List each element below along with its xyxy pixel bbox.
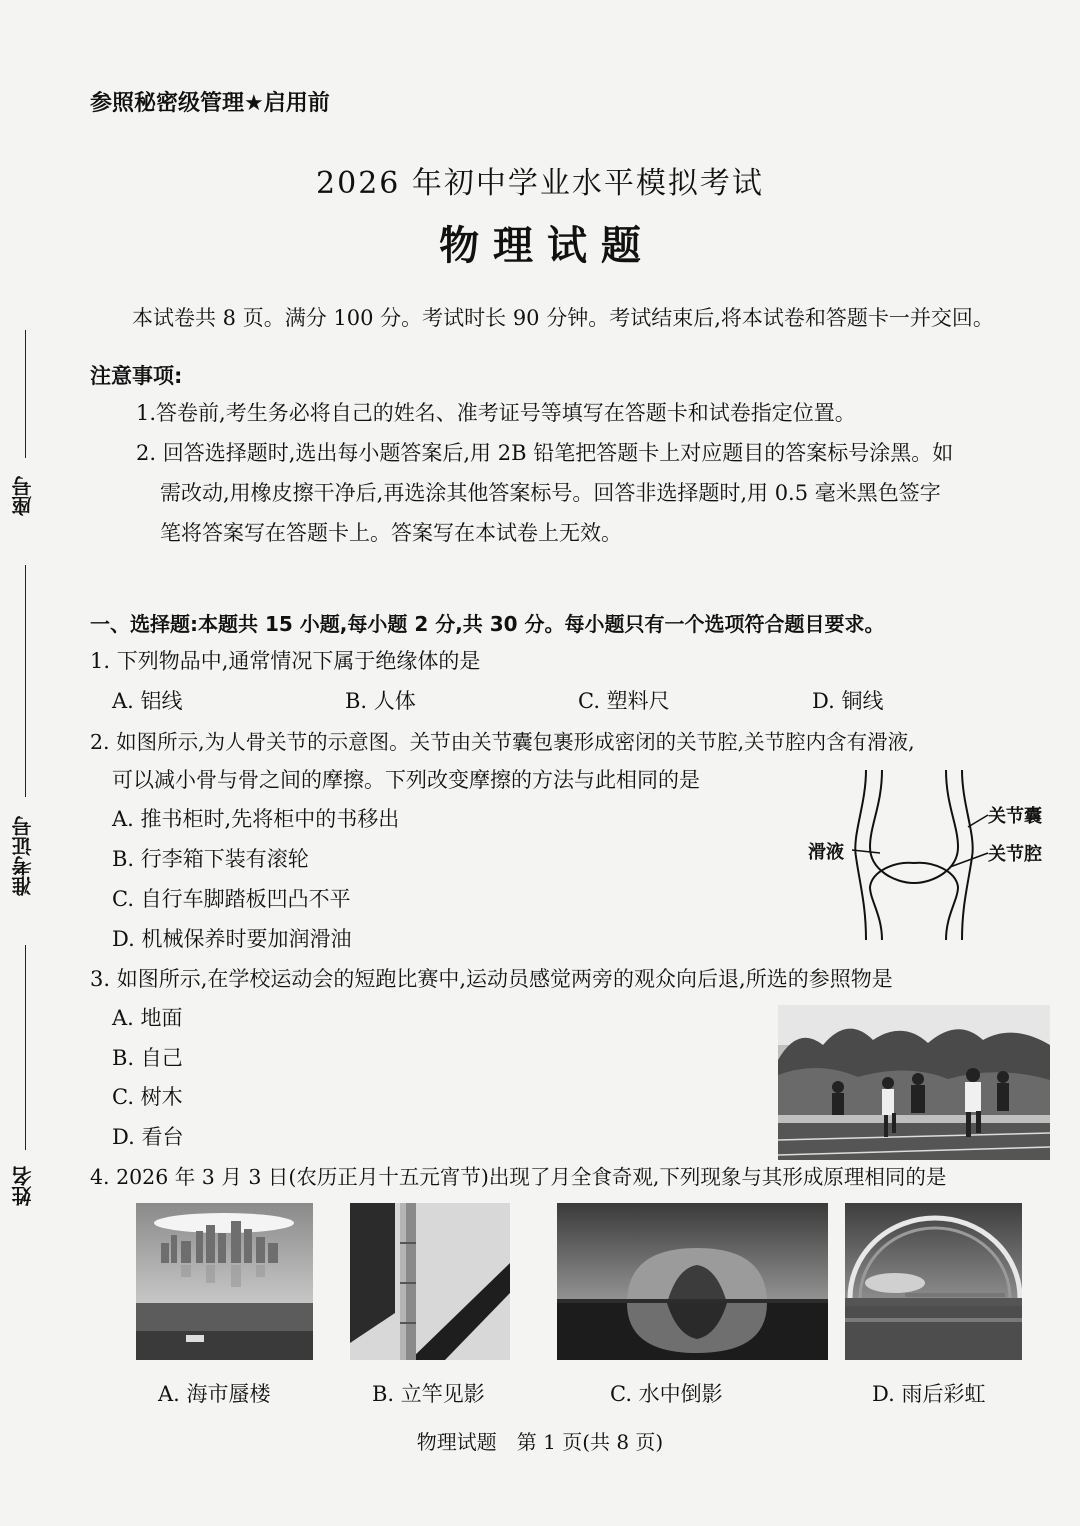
seat-line <box>25 330 26 458</box>
exam-id-line <box>25 565 26 797</box>
label-joint-cavity: 关节腔 <box>988 844 1042 865</box>
subject-title: 物 理 试 题 <box>439 223 641 269</box>
notes-item-2-cont: 笔将答案写在答题卡上。答案写在本试卷上无效。 <box>160 521 622 545</box>
q2-option-b[interactable]: B. 行李箱下装有滚轮 <box>112 847 309 871</box>
notes-title: 注意事项: <box>90 364 183 388</box>
q1-stem: 1. 下列物品中,通常情况下属于绝缘体的是 <box>90 649 481 673</box>
q2-option-c[interactable]: C. 自行车脚踏板凹凸不平 <box>112 887 351 911</box>
q4-option-b[interactable]: B. 立竿见影 <box>372 1382 485 1406</box>
label-synovial-fluid: 滑液 <box>808 842 844 863</box>
q1-option-d[interactable]: D. 铜线 <box>812 689 884 713</box>
name-line <box>25 945 26 1150</box>
q3-option-a[interactable]: A. 地面 <box>112 1006 183 1030</box>
q1-option-b[interactable]: B. 人体 <box>345 689 416 713</box>
section-heading: 一、选择题:本题共 15 小题,每小题 2 分,共 30 分。每小题只有一个选项符合题目要求。 <box>90 612 885 636</box>
q4-stem: 4. 2026 年 3 月 3 日(农历正月十五元宵节)出现了月全食奇观,下列现象与其形成原理相同的是 <box>90 1165 947 1189</box>
q2-stem: 2. 如图所示,为人骨关节的示意图。关节由关节囊包裹形成密闭的关节腔,关节腔内含有滑液, <box>90 730 915 754</box>
notes-item-1: 1.答卷前,考生务必将自己的姓名、准考证号等填写在答题卡和试卷指定位置。 <box>136 401 856 425</box>
q4-option-c[interactable]: C. 水中倒影 <box>610 1382 723 1406</box>
notes-item-2: 2. 回答选择题时,选出每小题答案后,用 2B 铅笔把答题卡上对应题目的答案标号涂黑。如 <box>136 441 954 465</box>
q3-option-c[interactable]: C. 树木 <box>112 1085 183 1109</box>
exam-intro: 本试卷共 8 页。满分 100 分。考试时长 90 分钟。考试结束后,将本试卷和答题卡一并交回。 <box>132 306 994 330</box>
notes-item-2-cont: 需改动,用橡皮擦干净后,再选涂其他答案标号。回答非选择题时,用 0.5 毫米黑色签字 <box>160 481 941 505</box>
exam-id-label: 准考证号 <box>11 816 35 896</box>
q3-option-d[interactable]: D. 看台 <box>112 1125 184 1149</box>
q4-option-a[interactable]: A. 海市蜃楼 <box>158 1382 271 1406</box>
q3-stem: 3. 如图所示,在学校运动会的短跑比赛中,运动员感觉两旁的观众向后退,所选的参照物是 <box>90 967 893 991</box>
confidential-label: 参照秘密级管理★启用前 <box>90 91 330 116</box>
sprint-race-photo <box>778 1005 1050 1160</box>
rainbow-photo <box>845 1203 1022 1360</box>
label-joint-capsule: 关节囊 <box>988 806 1042 827</box>
name-label: 姓名 <box>11 1166 35 1206</box>
q1-option-c[interactable]: C. 塑料尺 <box>578 689 670 713</box>
mirage-photo <box>136 1203 313 1360</box>
pole-shadow-photo <box>350 1203 510 1360</box>
page-footer: 物理试题 第 1 页(共 8 页) <box>416 1430 664 1454</box>
q2-stem-cont: 可以减小骨与骨之间的摩擦。下列改变摩擦的方法与此相同的是 <box>112 768 700 792</box>
exam-name: 2026 年初中学业水平模拟考试 <box>316 166 764 201</box>
q4-option-d[interactable]: D. 雨后彩虹 <box>872 1382 986 1406</box>
q1-option-a[interactable]: A. 铝线 <box>112 689 183 713</box>
seat-label: 座号 <box>11 476 35 516</box>
q3-option-b[interactable]: B. 自己 <box>112 1046 183 1070</box>
q2-option-a[interactable]: A. 推书柜时,先将柜中的书移出 <box>112 807 400 831</box>
water-reflection-photo <box>557 1203 828 1360</box>
q2-option-d[interactable]: D. 机械保养时要加润滑油 <box>112 927 352 951</box>
